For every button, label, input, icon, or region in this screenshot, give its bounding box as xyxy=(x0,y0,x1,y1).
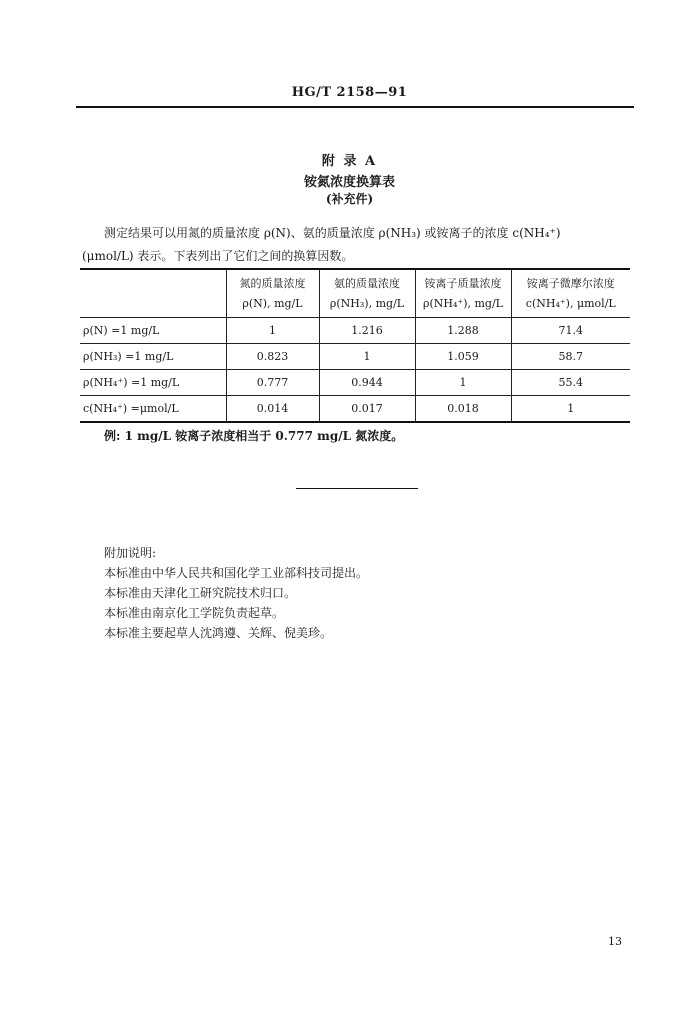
conversion-table xyxy=(80,268,630,423)
additional-heading: 附加说明: xyxy=(104,546,157,560)
table-cell: 71.4 xyxy=(511,318,630,344)
header-line2: ρ(N), mg/L xyxy=(242,296,303,310)
row-label: ρ(NH₄⁺) =1 mg/L xyxy=(80,370,226,396)
table-cell: 1 xyxy=(319,344,415,370)
page-number: 13 xyxy=(608,935,622,948)
appendix-title: 铵氮浓度换算表 xyxy=(303,175,395,190)
intro-line-2: (μmol/L) 表示。下表列出了它们之间的换算因数。 xyxy=(82,249,354,263)
row-label: ρ(N) =1 mg/L xyxy=(80,318,226,344)
table-cell: 0.777 xyxy=(226,370,319,396)
table-cell: 1.059 xyxy=(415,344,511,370)
table-row xyxy=(80,396,630,423)
table-cell: 1 xyxy=(415,370,511,396)
section-divider xyxy=(296,488,418,489)
header-cell-corner xyxy=(80,269,226,318)
header-line2: c(NH₄⁺), μmol/L xyxy=(525,296,616,310)
additional-line: 本标准由天津化工研究院技术归口。 xyxy=(104,586,297,600)
table-cell: 0.823 xyxy=(226,344,319,370)
table-cell: 58.7 xyxy=(511,344,630,370)
table-cell: 1 xyxy=(511,396,630,423)
header-line1: 氮的质量浓度 xyxy=(239,276,306,290)
additional-line: 本标准主要起草人沈鸿遵、关辉、倪美珍。 xyxy=(104,626,333,640)
header-line2: ρ(NH₄⁺), mg/L xyxy=(423,296,503,310)
table-cell: 1.216 xyxy=(319,318,415,344)
document-code: HG/T 2158—91 xyxy=(291,85,408,100)
header-line1: 铵离子微摩尔浓度 xyxy=(526,276,615,290)
additional-line: 本标准由南京化工学院负责起草。 xyxy=(104,606,285,620)
table-row xyxy=(80,318,630,344)
row-label: ρ(NH₃) =1 mg/L xyxy=(80,344,226,370)
header-rule xyxy=(76,106,634,108)
table-cell: 0.018 xyxy=(415,396,511,423)
header-cell-nh4-molar xyxy=(511,269,630,318)
table-cell: 1 xyxy=(226,318,319,344)
table-cell: 1.288 xyxy=(415,318,511,344)
header-cell-nh3 xyxy=(319,269,415,318)
header-cell-nh4-mass xyxy=(415,269,511,318)
header-line1: 氨的质量浓度 xyxy=(334,276,400,290)
intro-line-1: 测定结果可以用氮的质量浓度 ρ(N)、氨的质量浓度 ρ(NH₃) 或铵离子的浓度 c(NH₄⁺) xyxy=(104,226,561,240)
appendix-label: 附 录 A xyxy=(321,154,378,169)
appendix-subtitle: (补充件) xyxy=(325,192,374,206)
additional-line: 本标准由中华人民共和国化学工业部科技司提出。 xyxy=(104,566,369,580)
table-row xyxy=(80,344,630,370)
table-cell: 0.014 xyxy=(226,396,319,423)
table-row xyxy=(80,370,630,396)
table-cell: 0.017 xyxy=(319,396,415,423)
table-cell: 0.944 xyxy=(319,370,415,396)
row-label: c(NH₄⁺) =μmol/L xyxy=(80,396,226,423)
header-cell-n xyxy=(226,269,319,318)
table-header-row xyxy=(80,269,630,318)
example-note: 例: 1 mg/L 铵离子浓度相当于 0.777 mg/L 氮浓度。 xyxy=(104,429,404,443)
header-line2: ρ(NH₃), mg/L xyxy=(329,296,405,310)
header-line1: 铵离子质量浓度 xyxy=(424,276,502,290)
table-cell: 55.4 xyxy=(511,370,630,396)
